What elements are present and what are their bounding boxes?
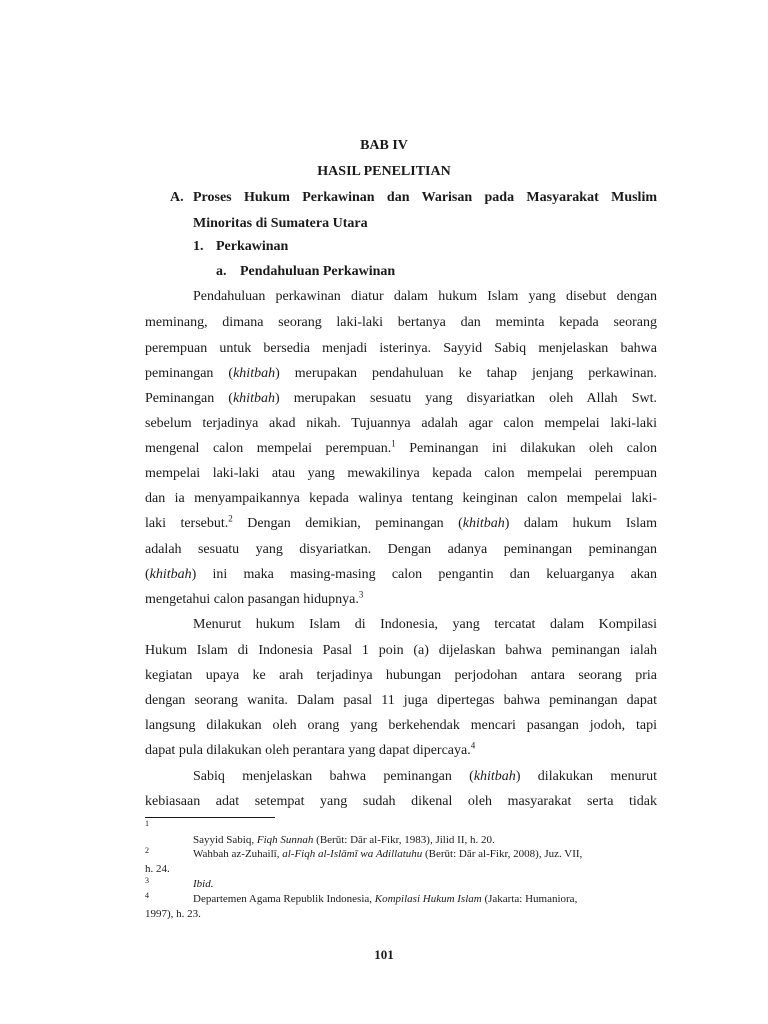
paragraph-2-line: kegiatan upaya ke arah terjadinya hubungan perjodohan antara seorang pria	[145, 668, 657, 683]
paragraph-1-line: adalah sesuatu yang disyariatkan. Dengan adanya peminangan peminangan	[145, 542, 657, 557]
paragraph-2-line: langsung dilakukan oleh orang yang berkehendak mencari pasangan jodoh, tapi	[145, 718, 657, 733]
footnote-ref-1: 1	[391, 438, 396, 449]
paragraph-1-line: Peminangan (khitbah) merupakan sesuatu yang disyariatkan oleh Allah Swt.	[145, 391, 657, 406]
subsection-1-marker: 1.	[193, 239, 204, 254]
paragraph-1-line: Pendahuluan perkawinan diatur dalam hukum Islam yang disebut dengan	[193, 289, 657, 304]
paragraph-1-line: dan ia menyampaikannya kepada walinya tentang keinginan calon mempelai laki-	[145, 491, 657, 506]
footnote-ref-2: 2	[228, 513, 233, 524]
paragraph-1-line: peminangan (khitbah) merupakan pendahuluan ke tahap jenjang perkawinan.	[145, 366, 657, 381]
paragraph-1-line: (khitbah) ini maka masing-masing calon pengantin dan keluarganya akan	[145, 567, 657, 582]
footnote-4: Departemen Agama Republik Indonesia, Kompilasi Hukum Islam (Jakarta: Humaniora,	[193, 893, 578, 905]
footnote-4-number: 4	[145, 891, 149, 900]
footnote-2-number: 2	[145, 846, 149, 855]
footnote-2-continuation: h. 24.	[145, 863, 170, 875]
footnote-3-number: 3	[145, 876, 149, 885]
section-a-title-line1: Proses Hukum Perkawinan dan Warisan pada Masyarakat Muslim	[193, 190, 657, 205]
paragraph-2-line: Menurut hukum Islam di Indonesia, yang tercatat dalam Kompilasi	[193, 617, 657, 632]
chapter-title: HASIL PENELITIAN	[317, 164, 451, 179]
paragraph-1-line: perempuan untuk bersedia menjadi isterinya. Sayyid Sabiq menjelaskan bahwa	[145, 341, 657, 356]
paragraph-2-line: dengan seorang wanita. Dalam pasal 11 juga dipertegas bahwa peminangan dapat	[145, 693, 657, 708]
footnote-1: Sayyid Sabiq, Fiqh Sunnah (Berūt: Dār al-Fikr, 1983), Jilid II, h. 20.	[193, 834, 495, 846]
section-a-title-line2: Minoritas di Sumatera Utara	[193, 216, 368, 231]
footnote-ref-4: 4	[470, 740, 476, 751]
page-number: 101	[374, 947, 394, 962]
subsection-1-title: Perkawinan	[216, 239, 289, 254]
paragraph-2-line: dapat pula dilakukan oleh perantara yang dapat dipercaya.$^4$	[145, 740, 476, 758]
paragraph-1-line: mengenal calon mempelai perempuan.$^1$ Peminangan ini dilakukan oleh calon	[145, 438, 657, 456]
subsection-a-marker: a.	[216, 264, 227, 279]
paragraph-1-line: mengetahui calon pasangan hidupnya.$^3$	[145, 589, 364, 607]
paragraph-1-line: sebelum terjadinya akad nikah. Tujuannya adalah agar calon mempelai laki-laki	[145, 416, 657, 431]
section-a-marker: A.	[170, 190, 184, 205]
paragraph-3-line: kebiasaan adat setempat yang sudah dikenal oleh masyarakat serta tidak	[145, 794, 657, 809]
paragraph-2-line: Hukum Islam di Indonesia Pasal 1 poin (a) dijelaskan bahwa peminangan ialah	[145, 643, 657, 658]
subsection-a-title: Pendahuluan Perkawinan	[240, 264, 396, 279]
footnote-4-continuation: 1997), h. 23.	[145, 908, 201, 920]
paragraph-1-line: meminang, dimana seorang laki-laki bertanya dan meminta kepada seorang	[145, 315, 657, 330]
footnote-3: Ibid.	[193, 878, 214, 890]
chapter-number: BAB IV	[360, 138, 408, 153]
paragraph-1-line: mempelai laki-laki atau yang mewakilinya kepada calon mempelai perempuan	[145, 466, 657, 481]
footnote-separator	[145, 817, 275, 818]
footnote-1-number: 1	[145, 819, 149, 828]
footnote-ref-3: 3	[358, 589, 364, 600]
paragraph-1-line: laki tersebut.$^2$ Dengan demikian, peminangan (khitbah) dalam hukum Islam	[145, 513, 657, 531]
paragraph-3-line: Sabiq menjelaskan bahwa peminangan (khitbah) dilakukan menurut	[193, 769, 657, 784]
footnote-2: Wahbah az-Zuhailī, al-Fiqh al-Islāmī wa Adillatuhu (Berūt: Dār al-Fikr, 2008), Juz. VII,	[193, 848, 583, 860]
